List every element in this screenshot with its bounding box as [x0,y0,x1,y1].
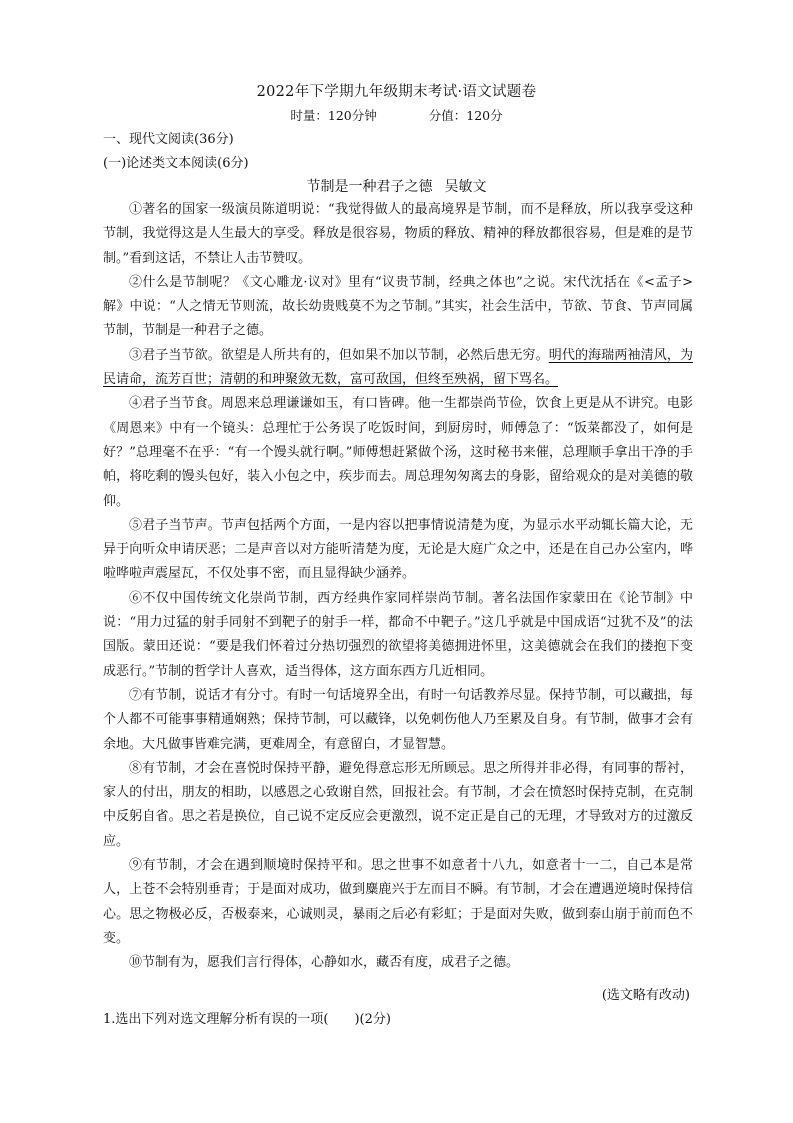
article-title-line [0,176,793,196]
paragraph-9: ⑨有节制，才会在遇到顺境时保持平和。思之世事不如意者十八九，如意者十一二，自己本是常人，上苍不会特别垂青；于是面对成功，做到麋鹿兴于左而目不瞬。有节制，才会在遭遇逆境时保持信心。思之物极必反，否极泰来，心诚则灵，暴雨之后必有彩虹；于是面对失败，做到泰山崩于前而色不变。 [103,858,693,946]
paragraph-3-text: ③君子当节欲。欲望是人所共有的，但如果不加以节制，必然后患无穷。 [129,347,549,363]
article-author: 吴敏文 [444,179,487,195]
paragraph-5: ⑤君子当节声。节声包括两个方面，一是内容以把事情说清楚为度，为显示水平动辄长篇大论，无异于向听众申请厌恶；二是声音以对方能听清楚为度，无论是大庭广众之中，还是在自己办公室内，哗啦哗啦声震屋瓦，不仅处事不密，而且显得缺少涵养。 [103,517,693,582]
paragraph-2: ②什么是节制呢？《文心雕龙·议对》里有“议贵节制，经典之体也”之说。宋代沈括在《<孟子>解》中说：“人之情无节则流，故长幼贵贱莫不为之节制。”其实，社会生活中，节欲、节食、节声同属节制，节制是一种君子之德。 [103,274,693,339]
exam-title: 2022年下学期九年级期末考试·语文试题卷 [256,84,537,100]
paragraph-6: ⑥不仅中国传统文化崇尚节制，西方经典作家同样崇尚节制。著名法国作家蒙田在《论节制》中说：“用力过猛的射手同射不到靶子的射手一样，都命不中靶子。”这几乎就是中国成语“过犹不及”的法国版。蒙田还说：“要是我们怀着过分热切强烈的欲望将美德拥进怀里，这美德就会在我们的搂抱下变成恶行。”节制的哲学计人喜欢，适当得体，这方面东西方几近相同。 [103,590,693,679]
source-note: (选文略有改动) [601,988,690,1003]
underlined-sentence: 明代的海瑞两袖清风，为民请命，流芳百世；清朝的和珅聚敛无数，富可敌国，但终至殃祸，留下骂名。 [103,347,693,388]
paragraph-1: ①著名的国家一级演员陈道明说：“我觉得做人的最高境界是节制，而不是释放，所以我享受这种节制，我觉得这是人生最大的享受。释放是很容易，物质的释放、精神的释放都很容易，但是难的是节制。”看到这话，不禁让人击节赞叹。 [103,202,693,266]
paragraph-3 [103,344,693,393]
paragraph-10: ⑩节制有为，愿我们言行得体，心静如水，藏否有度，成君子之德。 [129,955,520,971]
article-title: 节制是一种君子之德 [306,179,433,195]
paragraph-8: ⑧有节制，才会在喜悦时保持平静，避免得意忘形无所顾忌。思之所得并非必得，有同事的帮衬，家人的付出，朋友的相助，以感恩之心致谢自然，回报社会。有节制，才会在愤怒时保持克制，在克制中反躬自省。思之若是换位，自己说不定反应会更激烈，说不定正是自己的无理，才导致对方的过激反应。 [103,760,693,849]
paragraph-4: ④君子当节食。周恩来总理谦谦如玉，有口皆碑。他一生都崇尚节俭，饮食上更是从不讲究。电影《周恩来》中有一个镜头：总理忙于公务误了吃饭时间，到厨房时，师傅急了：“饭菜都没了，如何是好？”总理毫不在乎：“有一个馒头就行啊。”师傅想赶紧做个汤，这时秘书来催，总理顺手拿出干净的手帕，将吃剩的馒头包好，装入小包之中，疾步而去。周总理匆匆离去的身影，留给观众的是对美德的敬仰。 [103,396,693,509]
subsection-heading: (一)论述类文本阅读(6分) [103,156,249,171]
exam-meta [0,106,793,124]
exam-time: 时量：120分钟 [290,108,377,123]
paragraph-7: ⑦有节制，说话才有分寸。有时一句话境界全出，有时一句话教养尽显。保持节制，可以藏拙，每个人都不可能事事精通娴熟；保持节制，可以藏锋，以免刺伤他人乃至累及自身。有节制，做事才会有余地。大凡做事皆难完满，更难周全，有意留白，才显智慧。 [103,687,693,752]
exam-score: 分值：120分 [428,108,503,123]
article-body [103,198,693,976]
section-heading: 一、现代文阅读(36分) [103,132,234,147]
question-1: 1.选出下列对选文理解分析有误的一项( )(2分) [103,1012,391,1027]
